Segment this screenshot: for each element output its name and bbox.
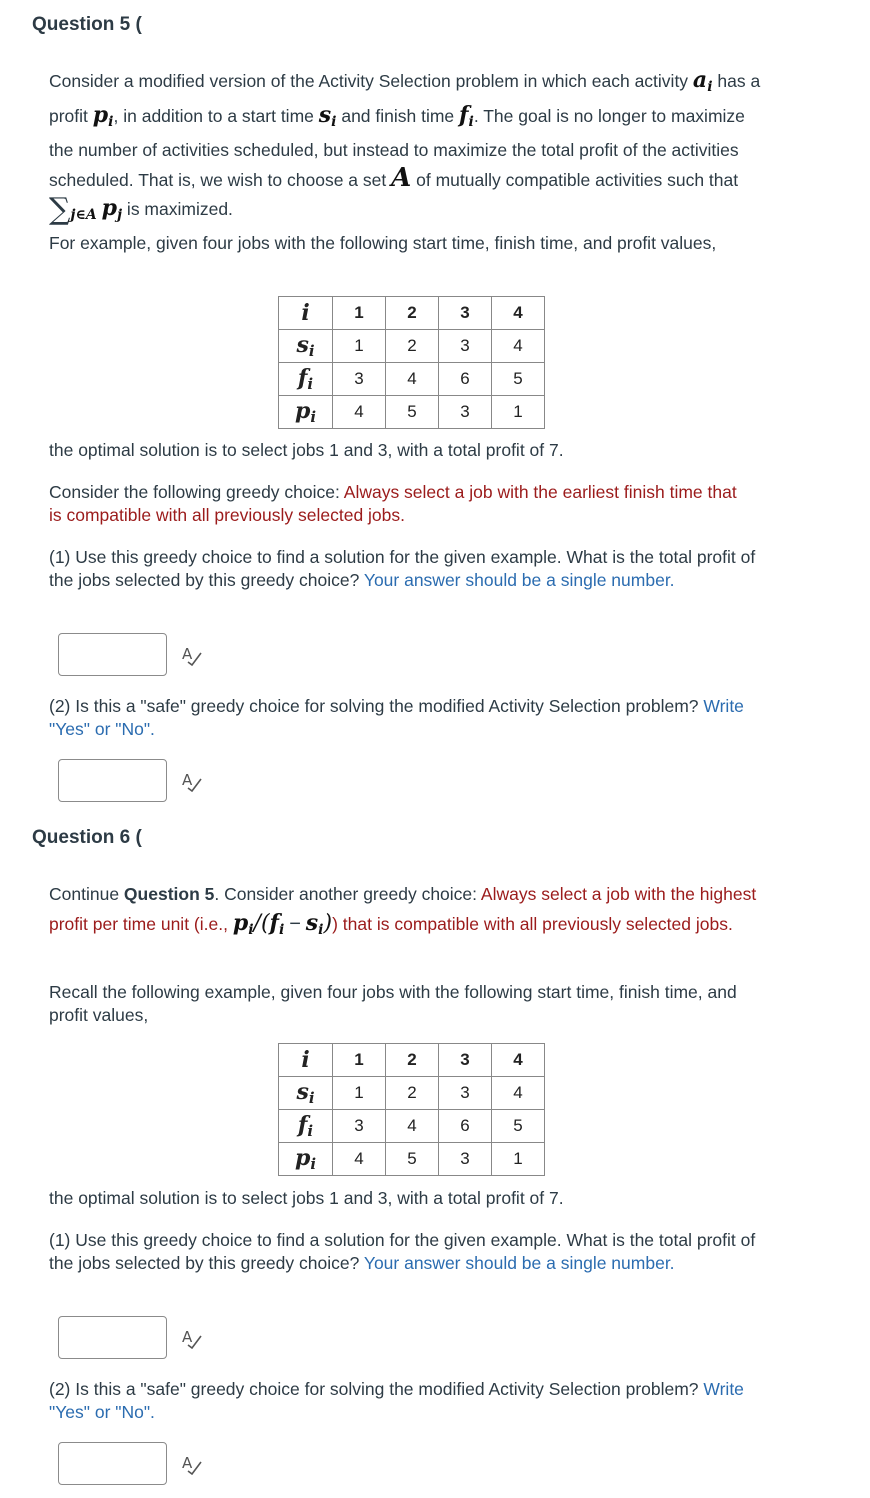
table-row [279,1143,545,1176]
table-cell: 5 [386,396,439,429]
table-cell: 5 [386,1143,439,1176]
spellcheck-icon[interactable] [180,644,204,666]
table-row [279,396,545,429]
table-cell: 3 [439,396,492,429]
spellcheck-icon[interactable] [180,1327,204,1349]
table-cell: 1 [333,1077,386,1110]
question-5-example: For example, given four jobs with the following start time, finish time, and profit values, [49,233,717,253]
table-cell: 1 [333,330,386,363]
table-row [279,330,545,363]
svg-text:A: A [182,771,193,789]
table-cell: 4 [333,1143,386,1176]
answer-input-q5-1[interactable] [58,633,167,676]
table-cell: 1 [492,1143,545,1176]
table-cell: 4 [386,1110,439,1143]
table-row [279,297,545,330]
table-cell: 6 [439,363,492,396]
answer-input-q6-2[interactable] [58,1442,167,1485]
table-cell: 4 [386,363,439,396]
row-header: i [279,297,333,330]
table-row [279,1044,545,1077]
question-6-title: Question 6 ( [32,827,142,848]
row-header: $p_i$ [279,396,333,429]
table-cell: 5 [492,363,545,396]
question-6-part-1: (1) Use this greedy choice to find a solution for the given example. What is the total profit of the jobs selected by this greedy choice? Your answer should be a single number. [49,1230,756,1273]
question-5-intro: Consider a modified version of the Activity Selection problem in which each activity $a_i$ has a profit $p_i$, in addition to a start time $s_i$ and finish time $f_i$. The goal is no longer to maximize the number of activities scheduled, but instead to maximize the total profit of the activities scheduled. That is, we wish to choose a set A of mutually compatible activities such that $\sum_{j\in A}$ $p_j$ is maximized. [49,67,761,227]
row-header: $s_i$ [279,1077,333,1110]
question-6-recall: Recall the following example, given four jobs with the following start time, finish time, and profit values, [49,982,737,1025]
question-6-part-2: (2) Is this a "safe" greedy choice for solving the modified Activity Selection problem? Write "Yes" or "No". [49,1379,744,1422]
table-cell: 2 [386,1077,439,1110]
question-5-optimal: the optimal solution is to select jobs 1 and 3, with a total profit of 7. [49,440,564,460]
question-5-part-1: (1) Use this greedy choice to find a solution for the given example. What is the total profit of the jobs selected by this greedy choice? Your answer should be a single number. [49,547,756,590]
table-cell: 3 [439,297,492,330]
jobs-table-q5 [278,296,545,429]
question-6-optimal: the optimal solution is to select jobs 1 and 3, with a total profit of 7. [49,1188,564,1208]
table-cell: 1 [333,297,386,330]
table-row [279,1110,545,1143]
table-cell: 4 [492,330,545,363]
row-header: i [279,1044,333,1077]
row-header: $f_i$ [279,1110,333,1143]
svg-text:A: A [182,1454,193,1472]
table-cell: 4 [492,1077,545,1110]
table-cell: 2 [386,297,439,330]
table-cell: 3 [333,1110,386,1143]
table-row [279,1077,545,1110]
table-cell: 3 [439,1143,492,1176]
table-cell: 4 [492,1044,545,1077]
spellcheck-icon[interactable] [180,770,204,792]
row-header: $f_i$ [279,363,333,396]
question-5-greedy: Consider the following greedy choice: Always select a job with the earliest finish time that is compatible with all previously selected jobs. [49,482,737,525]
table-cell: 1 [333,1044,386,1077]
row-header: $s_i$ [279,330,333,363]
table-cell: 3 [439,1044,492,1077]
table-cell: 3 [439,1077,492,1110]
table-cell: 6 [439,1110,492,1143]
jobs-table-q6 [278,1043,545,1176]
svg-text:A: A [182,1328,193,1346]
answer-input-q5-2[interactable] [58,759,167,802]
table-cell: 3 [439,330,492,363]
table-cell: 1 [492,396,545,429]
table-cell: 2 [386,1044,439,1077]
table-cell: 4 [492,297,545,330]
svg-text:A: A [182,645,193,663]
row-header: $p_i$ [279,1143,333,1176]
table-row [279,363,545,396]
question-6-intro: Continue Question 5. Consider another greedy choice: Always select a job with the highest profit per time unit (i.e., $p_i/(f_i - s_i)$) that is compatible with all previously selected jobs. [49,884,757,938]
table-cell: 5 [492,1110,545,1143]
table-cell: 3 [333,363,386,396]
table-cell: 4 [333,396,386,429]
question-5-part-2: (2) Is this a "safe" greedy choice for solving the modified Activity Selection problem? Write "Yes" or "No". [49,696,744,739]
answer-input-q6-1[interactable] [58,1316,167,1359]
spellcheck-icon[interactable] [180,1453,204,1475]
table-cell: 2 [386,330,439,363]
question-5-title: Question 5 ( [32,14,142,35]
